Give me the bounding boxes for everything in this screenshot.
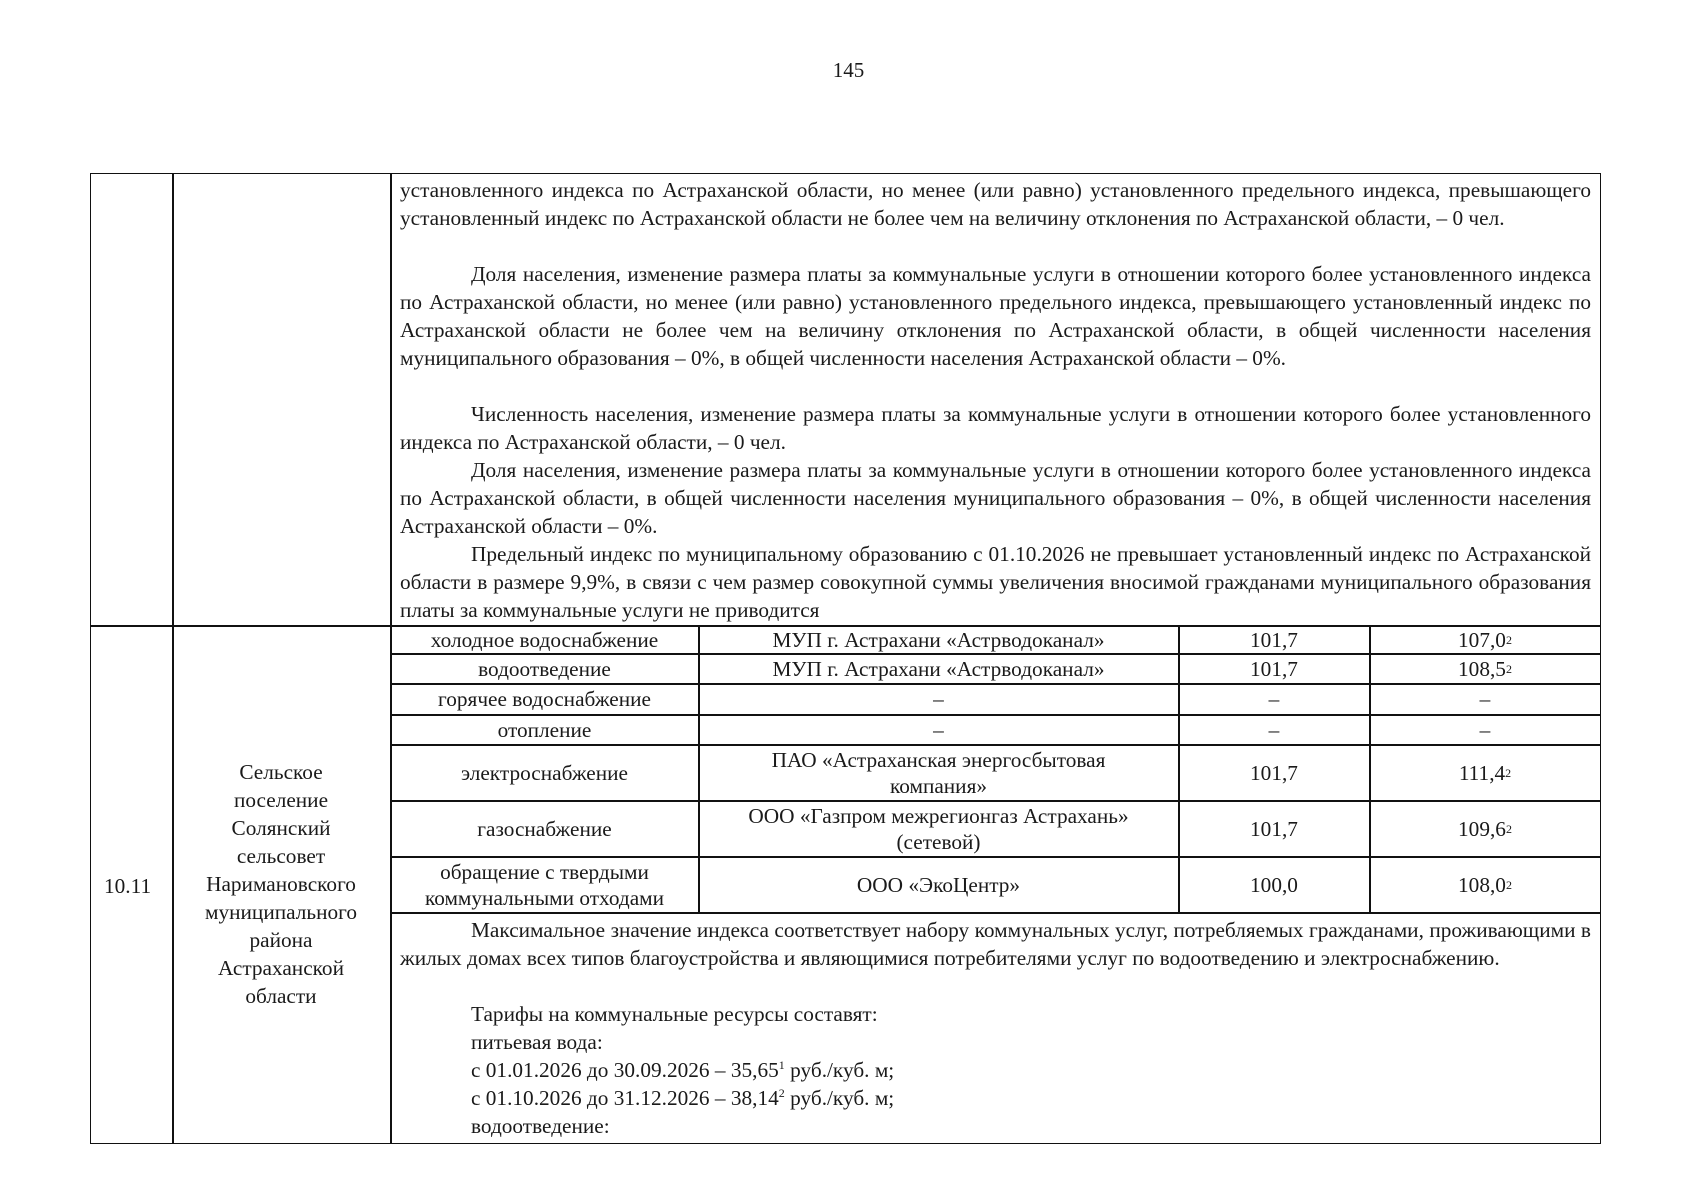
tariff-unit: руб./куб. м;	[784, 1086, 895, 1110]
municipality-line: Наримановского	[206, 872, 356, 896]
municipality-line: Солянский	[231, 816, 331, 840]
index-value: 100,0	[1250, 872, 1298, 897]
index-value: 101,7	[1250, 627, 1298, 652]
provider-name: ООО «Газпром межрегионгаз Астрахань» (сетевой)	[748, 803, 1129, 854]
provider-name: –	[933, 687, 944, 711]
max-index-value: –	[1479, 687, 1491, 711]
provider-name: МУП г. Астрахани «Астрводоканал»	[772, 656, 1105, 681]
footnote-mark: 2	[778, 1086, 785, 1100]
index-value: –	[1268, 687, 1280, 711]
municipality-line: поселение	[233, 788, 329, 812]
notes-paragraph-3: питьевая вода:	[471, 1030, 603, 1054]
max-index-number: 109,6	[1458, 816, 1506, 841]
tariff-line-1	[471, 1056, 1591, 1084]
services-grid-line	[390, 912, 1601, 914]
max-index-number: 111,4	[1458, 760, 1506, 785]
notes-paragraph-2: Тарифы на коммунальные ресурсы составят:	[471, 1002, 878, 1026]
tariff-line-2	[471, 1084, 1591, 1112]
index-value: 101,7	[1250, 760, 1298, 785]
notes-paragraph-4: водоотведение:	[471, 1114, 610, 1138]
provider-name: ООО «ЭкоЦентр»	[856, 872, 1021, 897]
provider-name: ПАО «Астраханская энергосбытовая компания»	[771, 747, 1106, 798]
page-number: 145	[832, 58, 865, 82]
municipality-line: области	[245, 984, 317, 1008]
notes-paragraph-1: Максимальное значение индекса соответствует набору коммунальных услуг, потребляемых гражданами, проживающими в жилых домах всех типов благоустройства и являющимися потребителями услуг по водоотведению и электроснабжению.	[400, 918, 1591, 970]
service-name: газоснабжение	[477, 816, 612, 841]
max-index-value: 108,0 2	[1458, 872, 1512, 897]
upper-paragraph-2: Доля населения, изменение размера платы за коммунальные услуги в отношении которого более установленного индекса по Астраханской области, но менее (или равно) установленного предельного индекса, превышающего установленный индекс по Астраханской области не более чем на величину отклонения по Астраханской области, в общей численности населения муниципального образования – 0%, в общей численности населения Астраханской области – 0%.	[400, 262, 1591, 370]
tariff-value: с 01.10.2026 до 31.12.2026 – 38,14	[471, 1086, 779, 1110]
provider-name: –	[933, 717, 944, 742]
municipality-name	[173, 758, 389, 1010]
max-index-number: 108,0	[1458, 872, 1506, 897]
max-index-value: 111,4 2	[1458, 760, 1512, 785]
upper-paragraph-1: установленного индекса по Астраханской области, но менее (или равно) установленного предельного индекса, превышающего установленный индекс по Астраханской области не более чем на величину отклонения по Астраханской области, – 0 чел.	[400, 178, 1591, 230]
max-index-value: 109,6 2	[1458, 816, 1512, 841]
municipality-line: сельсовет	[236, 844, 326, 868]
tariff-unit: руб./куб. м;	[784, 1058, 895, 1082]
service-name: холодное водоснабжение	[430, 627, 659, 652]
service-name: электроснабжение	[460, 760, 629, 785]
index-value: 101,7	[1250, 816, 1298, 841]
max-index-number: 107,0	[1458, 627, 1506, 652]
service-name: водоотведение	[478, 656, 611, 681]
footnote-mark: 1	[778, 1058, 785, 1072]
tariff-value: с 01.01.2026 до 30.09.2026 – 35,65	[471, 1058, 779, 1082]
index-value: –	[1268, 717, 1280, 742]
upper-paragraph-5: Предельный индекс по муниципальному образованию с 01.10.2026 не превышает установленный индекс по Астраханской области в размере 9,9%, в связи с чем размер совокупной суммы увеличения вносимой гражданами муниципального образования платы за коммунальные услуги не приводится	[400, 542, 1591, 622]
municipality-line: Астраханской	[218, 956, 344, 980]
index-value: 101,7	[1250, 656, 1298, 681]
provider-name: МУП г. Астрахани «Астрводоканал»	[772, 627, 1105, 652]
upper-paragraph-4: Доля населения, изменение размера платы за коммунальные услуги в отношении которого более установленного индекса по Астраханской области, в общей численности населения муниципального образования – 0%, в общей численности населения Астраханской области – 0%.	[400, 458, 1591, 538]
service-name: обращение с твердыми коммунальными отходами	[424, 859, 665, 910]
municipality-line: Сельское	[239, 760, 323, 784]
max-index-number: 108,5	[1458, 656, 1506, 681]
row-number: 10.11	[104, 874, 152, 898]
municipality-line: муниципального	[205, 900, 357, 924]
upper-paragraph-3: Численность населения, изменение размера платы за коммунальные услуги в отношении которого более установленного индекса по Астраханской области, – 0 чел.	[400, 402, 1591, 454]
service-name: горячее водоснабжение	[438, 687, 651, 711]
max-index-value: 107,0 2	[1458, 627, 1512, 652]
municipality-line: района	[249, 928, 313, 952]
max-index-value: –	[1479, 717, 1491, 742]
max-index-value: 108,5 2	[1458, 656, 1512, 681]
service-name: отопление	[497, 717, 592, 742]
